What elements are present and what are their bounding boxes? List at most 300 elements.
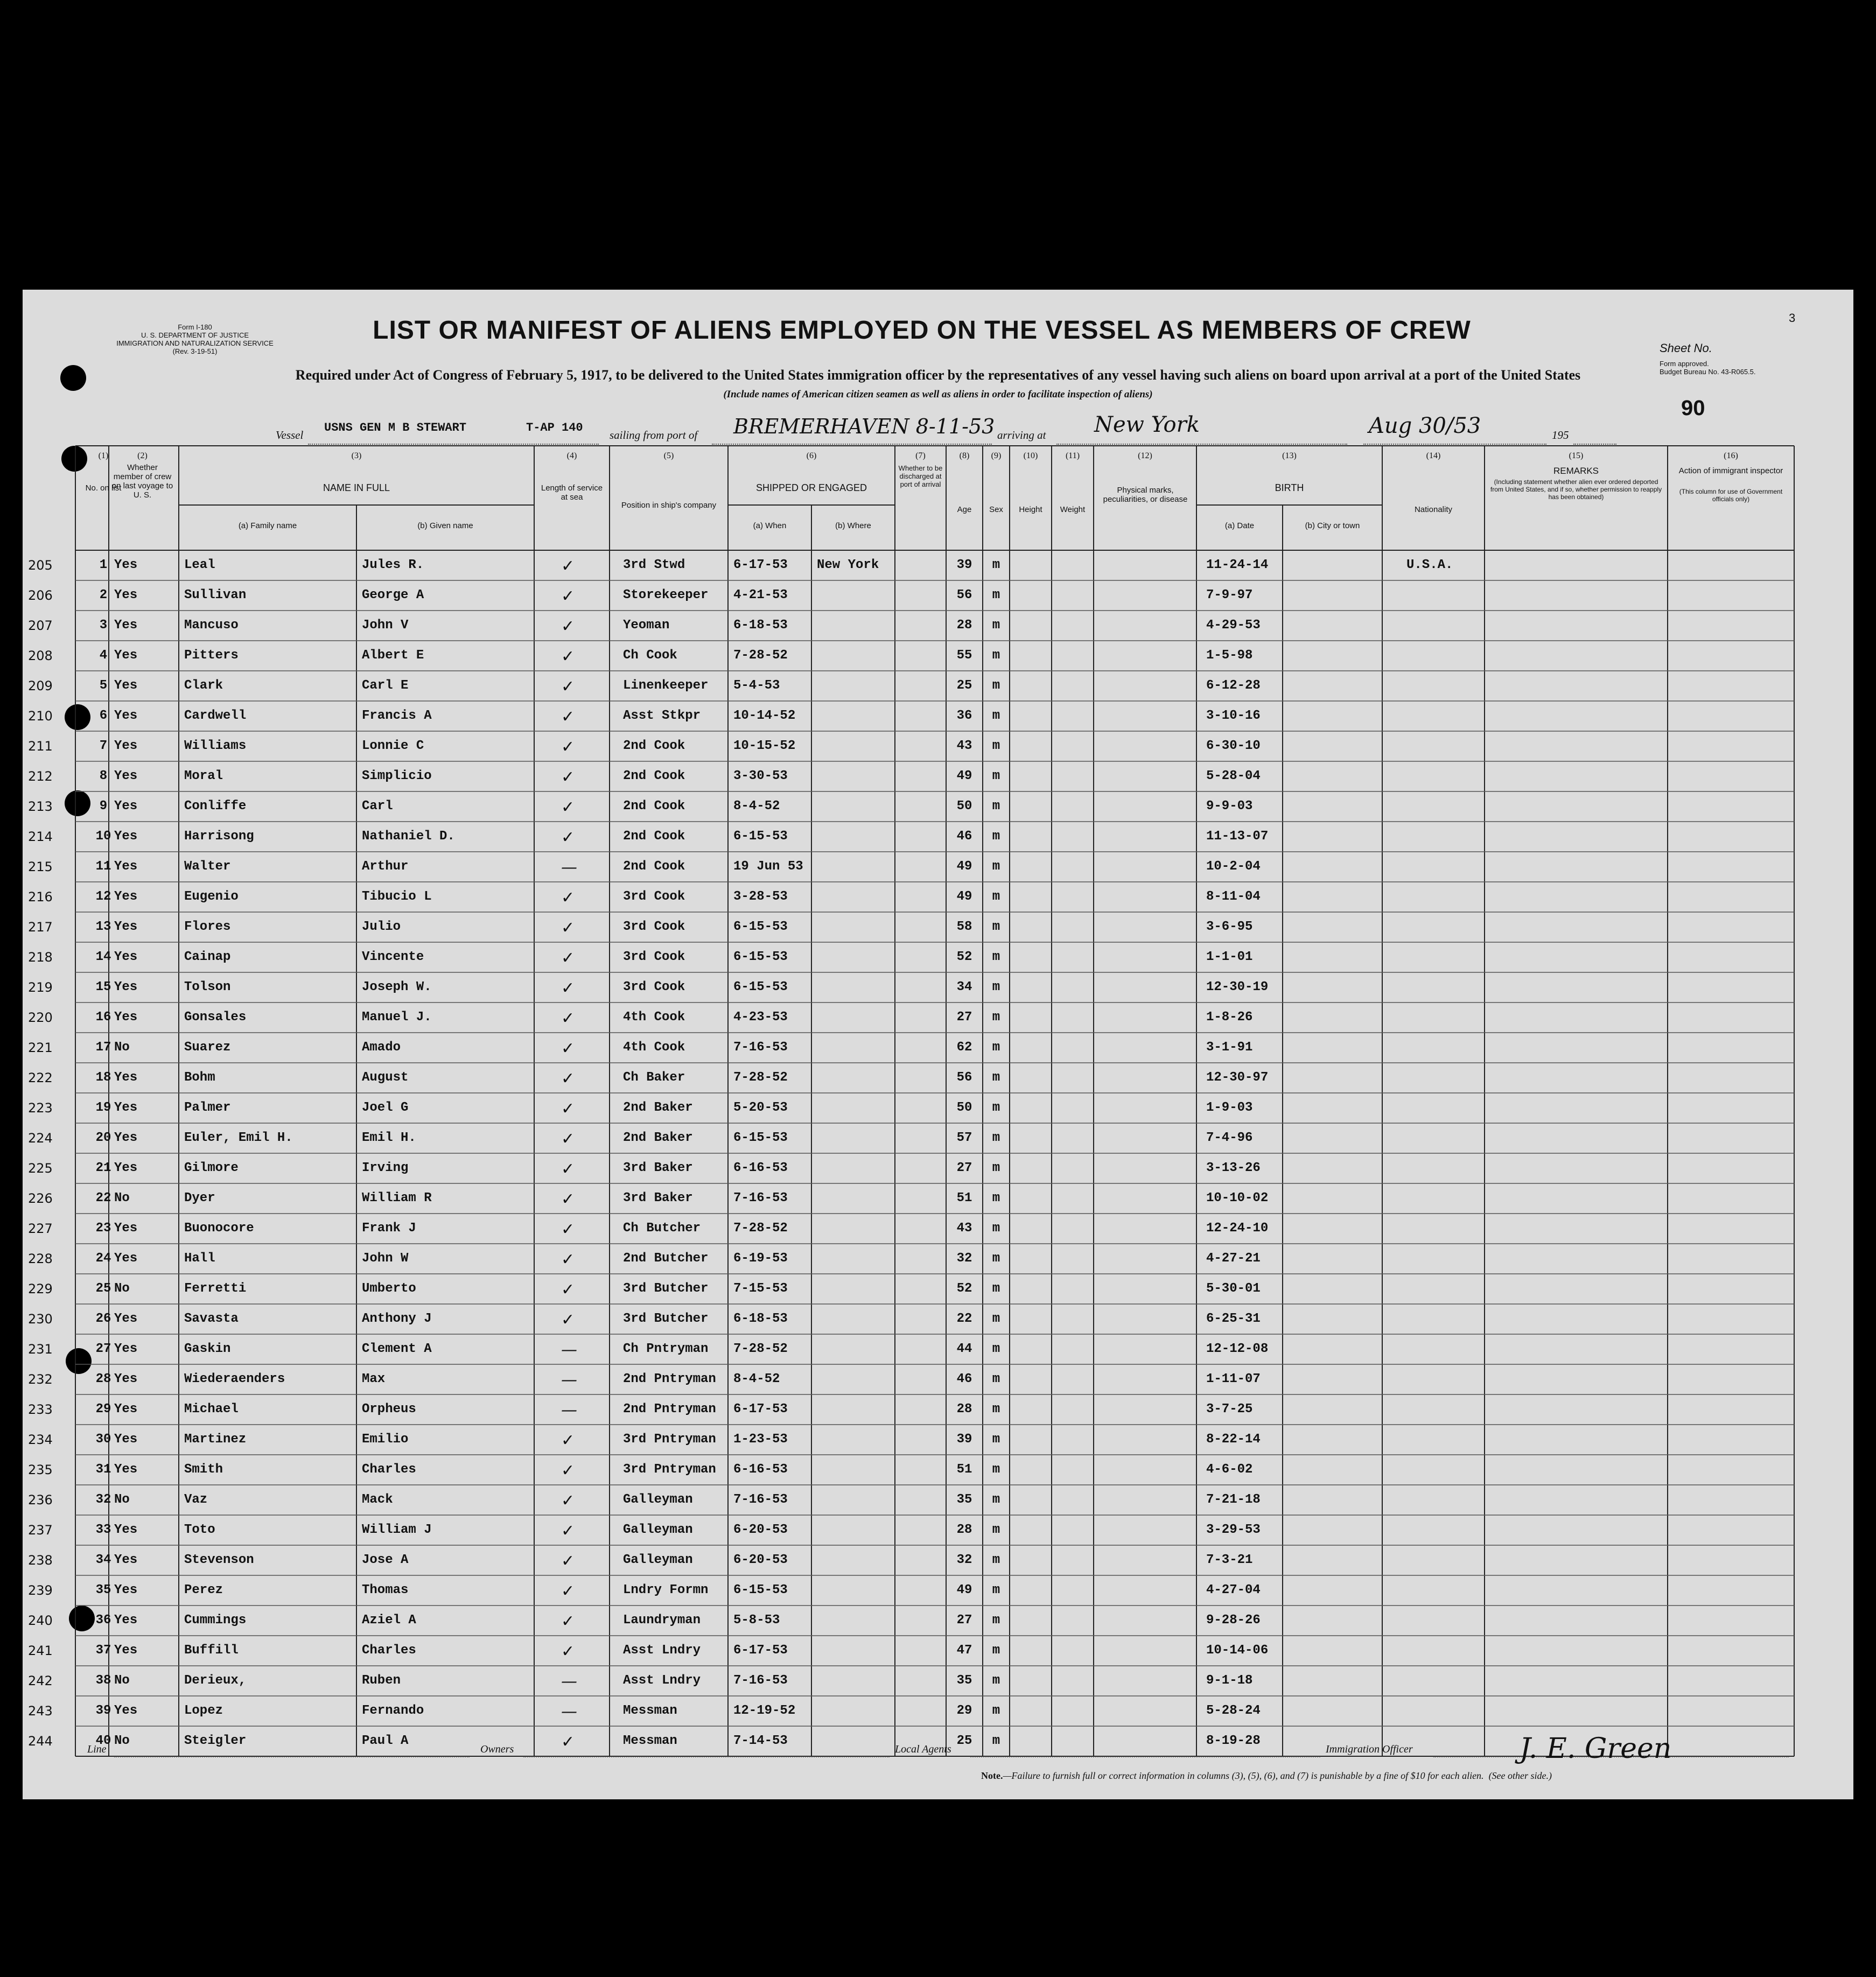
- officer-signature: J. E. Green: [1520, 1733, 1672, 1765]
- penalty-note: [981, 1770, 1552, 1782]
- outside-line-number: 218: [28, 950, 53, 965]
- col-11-number: (11): [1065, 451, 1080, 460]
- row-number: 3: [99, 618, 108, 633]
- position: 2nd Cook: [623, 829, 685, 844]
- col-7-label: Whether to be discharged at port of arrival: [898, 464, 943, 488]
- nationality: U.S.A.: [1406, 558, 1453, 572]
- col-3-number: (3): [351, 451, 362, 460]
- age: 49: [956, 859, 972, 874]
- outside-line-number: 219: [28, 980, 53, 995]
- birth-date: 4-27-21: [1206, 1251, 1261, 1266]
- outside-line-number: 229: [28, 1281, 53, 1296]
- birth-date: 8-22-14: [1206, 1432, 1261, 1447]
- family-name: Smith: [184, 1462, 223, 1477]
- service-check-mark: ✓: [561, 1130, 575, 1148]
- table-row: [23, 761, 1853, 791]
- outside-line-number: 214: [28, 829, 53, 844]
- birth-date: 7-21-18: [1206, 1492, 1261, 1507]
- sex: m: [992, 1613, 1000, 1628]
- row-number: 15: [95, 980, 111, 994]
- family-name: Clark: [184, 678, 223, 693]
- col-12-number: (12): [1138, 451, 1152, 460]
- crew-member-flag: Yes: [114, 920, 138, 934]
- crew-member-flag: Yes: [114, 950, 138, 964]
- given-name: Emilio: [362, 1432, 409, 1447]
- col-5-number: (5): [663, 451, 674, 460]
- table-row: [23, 1636, 1853, 1666]
- row-number: 35: [95, 1583, 111, 1597]
- sex: m: [992, 1070, 1000, 1085]
- age: 51: [956, 1462, 972, 1477]
- crew-member-flag: Yes: [114, 1312, 138, 1326]
- age: 49: [956, 1583, 972, 1597]
- nationality: [1406, 1183, 1485, 1214]
- service-check-mark: —: [561, 1371, 577, 1390]
- service-check-mark: ✓: [561, 768, 575, 787]
- see-other-side: (See other side.): [1488, 1770, 1552, 1781]
- age: 51: [956, 1191, 972, 1205]
- row-number: 29: [95, 1402, 111, 1417]
- engaged-where: [817, 1515, 895, 1545]
- engaged-where: [817, 912, 895, 942]
- engaged-where: [817, 1575, 895, 1606]
- position: 3rd Baker: [623, 1161, 693, 1175]
- age: 56: [956, 588, 972, 602]
- nationality: [1406, 1425, 1485, 1455]
- engaged-where: [817, 1093, 895, 1123]
- height-header: Height: [1019, 505, 1042, 514]
- row-number: 24: [95, 1251, 111, 1266]
- engaged-where: [817, 1606, 895, 1636]
- remarks-header: REMARKS: [1553, 466, 1599, 476]
- family-name-header: (a) Family name: [238, 521, 297, 530]
- sex: m: [992, 618, 1000, 633]
- nationality: [1406, 1214, 1485, 1244]
- sex: m: [992, 1010, 1000, 1025]
- when-header: (a) When: [753, 521, 787, 530]
- crew-member-flag: Yes: [114, 769, 138, 783]
- footer-immigration-officer-label: Immigration Officer: [1326, 1743, 1413, 1755]
- nationality: [1406, 972, 1485, 1002]
- crew-member-flag: Yes: [114, 739, 138, 753]
- birth-date: 3-6-95: [1206, 920, 1253, 934]
- sex: m: [992, 1191, 1000, 1205]
- table-row: [23, 882, 1853, 912]
- engaged-where: [817, 1666, 895, 1696]
- outside-line-number: 205: [28, 558, 53, 573]
- given-name: Thomas: [362, 1583, 409, 1597]
- age: 27: [956, 1161, 972, 1175]
- given-name: Amado: [362, 1040, 401, 1055]
- age: 32: [956, 1553, 972, 1567]
- service-check-mark: ✓: [561, 1220, 575, 1239]
- outside-line-number: 239: [28, 1583, 53, 1598]
- family-name: Cainap: [184, 950, 231, 964]
- sex: m: [992, 1462, 1000, 1477]
- age: 36: [956, 709, 972, 723]
- service-check-mark: ✓: [561, 919, 575, 937]
- outside-line-number: 227: [28, 1221, 53, 1236]
- age: 27: [956, 1010, 972, 1025]
- age: 50: [956, 799, 972, 814]
- family-name: Gilmore: [184, 1161, 239, 1175]
- row-number: 9: [99, 799, 108, 814]
- birth-date: 10-2-04: [1206, 859, 1261, 874]
- position: 3rd Baker: [623, 1191, 693, 1205]
- engaged-when: 7-28-52: [733, 1221, 788, 1236]
- sex: m: [992, 1583, 1000, 1597]
- table-row: [23, 1575, 1853, 1606]
- crew-member-flag: No: [114, 1040, 130, 1055]
- row-number: 12: [95, 889, 111, 904]
- position: 3rd Butcher: [623, 1281, 709, 1296]
- birth-date: 5-28-24: [1206, 1703, 1261, 1718]
- row-number: 34: [95, 1553, 111, 1567]
- engaged-where: [817, 1123, 895, 1153]
- position: Ch Baker: [623, 1070, 685, 1085]
- age: 55: [956, 648, 972, 663]
- family-name: Cardwell: [184, 709, 247, 723]
- row-number: 32: [95, 1492, 111, 1507]
- engaged-when: 7-28-52: [733, 648, 788, 663]
- engaged-where: [817, 942, 895, 972]
- birth-date: 9-9-03: [1206, 799, 1253, 814]
- sex: m: [992, 1221, 1000, 1236]
- document-title: LIST OR MANIFEST OF ALIENS EMPLOYED ON THE VESSEL AS MEMBERS OF CREW: [373, 316, 1471, 345]
- engaged-where: [817, 1636, 895, 1666]
- row-number: 28: [95, 1372, 111, 1386]
- sex: m: [992, 980, 1000, 994]
- nationality: [1406, 942, 1485, 972]
- nationality: [1406, 1274, 1485, 1304]
- service-check-mark: —: [561, 858, 577, 877]
- crew-member-flag: Yes: [114, 1131, 138, 1145]
- outside-line-number: 243: [28, 1703, 53, 1719]
- given-name: Jules R.: [362, 558, 424, 572]
- service-check-mark: ✓: [561, 1009, 575, 1028]
- birth-date: 1-11-07: [1206, 1372, 1261, 1386]
- col-8-number: (8): [959, 451, 970, 460]
- birth-date: 4-29-53: [1206, 618, 1261, 633]
- sailing-port: BREMERHAVEN 8-11-53: [733, 415, 995, 438]
- sex: m: [992, 859, 1000, 874]
- age: 25: [956, 678, 972, 693]
- position: Galleyman: [623, 1492, 693, 1507]
- birth-date: 7-3-21: [1206, 1553, 1253, 1567]
- crew-member-flag: Yes: [114, 558, 138, 572]
- col-9-number: (9): [991, 451, 1002, 460]
- birth-date: 1-9-03: [1206, 1100, 1253, 1115]
- position: 2nd Cook: [623, 739, 685, 753]
- position: Messman: [623, 1734, 677, 1748]
- form-revision: (Rev. 3-19-51): [172, 347, 218, 355]
- engaged-where: [817, 1153, 895, 1183]
- col-4-number: (4): [566, 451, 577, 460]
- crew-member-flag: Yes: [114, 1703, 138, 1718]
- age: 25: [956, 1734, 972, 1748]
- vessel-name: USNS GEN M B STEWART: [324, 421, 467, 434]
- given-name: Francis A: [362, 709, 432, 723]
- given-name: Julio: [362, 920, 401, 934]
- crew-member-flag: Yes: [114, 829, 138, 844]
- sex: m: [992, 1402, 1000, 1417]
- outside-line-number: 234: [28, 1432, 53, 1447]
- position: Linenkeeper: [623, 678, 709, 693]
- nationality: [1406, 1304, 1485, 1334]
- crew-member-flag: Yes: [114, 1583, 138, 1597]
- age: 29: [956, 1703, 972, 1718]
- sex: m: [992, 799, 1000, 814]
- crew-member-flag: Yes: [114, 618, 138, 633]
- given-name: Carl: [362, 799, 393, 814]
- crew-member-flag: Yes: [114, 1643, 138, 1658]
- service-check-mark: ✓: [561, 1160, 575, 1179]
- position: Ch Cook: [623, 648, 677, 663]
- col-10-number: (10): [1023, 451, 1038, 460]
- birth-date: 8-19-28: [1206, 1734, 1261, 1748]
- age: 43: [956, 739, 972, 753]
- engaged-where: [817, 580, 895, 611]
- sex: m: [992, 1312, 1000, 1326]
- table-row: [23, 1153, 1853, 1183]
- sex: m: [992, 1161, 1000, 1175]
- age: 57: [956, 1131, 972, 1145]
- birth-date: 3-7-25: [1206, 1402, 1253, 1417]
- age: 32: [956, 1251, 972, 1266]
- service-check-mark: ✓: [561, 1310, 575, 1329]
- engaged-where: [817, 1425, 895, 1455]
- age: 49: [956, 769, 972, 783]
- row-number: 39: [95, 1703, 111, 1718]
- row-number: 25: [95, 1281, 111, 1296]
- family-name: Mancuso: [184, 618, 239, 633]
- given-name-header: (b) Given name: [417, 521, 473, 530]
- crew-member-flag: No: [114, 1734, 130, 1748]
- family-name: Leal: [184, 558, 215, 572]
- manifest-sheet: [23, 290, 1853, 1799]
- age: 34: [956, 980, 972, 994]
- engaged-where: [817, 822, 895, 852]
- engaged-when: 6-20-53: [733, 1553, 788, 1567]
- family-name: Wiederaenders: [184, 1372, 285, 1386]
- inclusion-note: (Include names of American citizen seamen as well as aliens in order to facilitate inspection of aliens): [723, 389, 1153, 400]
- crew-member-flag: Yes: [114, 1553, 138, 1567]
- row-number: 4: [99, 648, 108, 663]
- sex: m: [992, 1100, 1000, 1115]
- engaged-when: 6-17-53: [733, 1643, 788, 1658]
- nationality: [1406, 671, 1485, 701]
- age: 35: [956, 1673, 972, 1688]
- given-name: William R: [362, 1191, 432, 1205]
- outside-line-number: 215: [28, 859, 53, 874]
- action-note: (This column for use of Government officials only): [1679, 488, 1783, 503]
- given-name: Simplicio: [362, 769, 432, 783]
- birth-date: 4-27-04: [1206, 1583, 1261, 1597]
- birth-date: 10-14-06: [1206, 1643, 1269, 1658]
- service-check-mark: ✓: [561, 1491, 575, 1510]
- table-row: [23, 1033, 1853, 1063]
- engaged-when: 6-17-53: [733, 1402, 788, 1417]
- age: 56: [956, 1070, 972, 1085]
- engaged-when: 5-20-53: [733, 1100, 788, 1115]
- table-row: [23, 1334, 1853, 1364]
- age-header: Age: [957, 505, 972, 514]
- service-check-mark: —: [561, 1341, 577, 1359]
- birth-date: 6-12-28: [1206, 678, 1261, 693]
- crew-member-flag: Yes: [114, 1462, 138, 1477]
- birth-date: 3-1-91: [1206, 1040, 1253, 1055]
- given-name: Tibucio L: [362, 889, 432, 904]
- crew-member-flag: Yes: [114, 980, 138, 994]
- family-name: Euler, Emil H.: [184, 1131, 293, 1145]
- position: 3rd Cook: [623, 920, 685, 934]
- table-row: [23, 942, 1853, 972]
- engaged-when: 7-15-53: [733, 1281, 788, 1296]
- position: Lndry Formn: [623, 1583, 709, 1597]
- engaged-when: 6-16-53: [733, 1462, 788, 1477]
- family-name: Michael: [184, 1402, 239, 1417]
- row-number: 11: [95, 859, 111, 874]
- nationality: [1406, 791, 1485, 822]
- engaged-where: [817, 761, 895, 791]
- service-check-mark: ✓: [561, 677, 575, 696]
- birth-header: BIRTH: [1275, 482, 1304, 493]
- position: 4th Cook: [623, 1040, 685, 1055]
- table-row: [23, 731, 1853, 761]
- given-name: George A: [362, 588, 424, 602]
- footer-owners-label: Owners: [480, 1743, 514, 1755]
- table-row: [23, 1123, 1853, 1153]
- given-name: Albert E: [362, 648, 424, 663]
- form-number: Form I-180: [178, 323, 212, 331]
- family-name: Dyer: [184, 1191, 215, 1205]
- col-2-number: (2): [137, 451, 148, 460]
- family-name: Perez: [184, 1583, 223, 1597]
- outside-line-number: 237: [28, 1523, 53, 1538]
- given-name: Emil H.: [362, 1131, 416, 1145]
- given-name: Orpheus: [362, 1402, 416, 1417]
- service-check-mark: ✓: [561, 1461, 575, 1480]
- crew-member-flag: Yes: [114, 1070, 138, 1085]
- given-name: Fernando: [362, 1703, 424, 1718]
- sex: m: [992, 1523, 1000, 1537]
- engaged-where: [817, 972, 895, 1002]
- sex: m: [992, 1432, 1000, 1447]
- table-row: [23, 1364, 1853, 1394]
- family-name: Suarez: [184, 1040, 231, 1055]
- row-number: 26: [95, 1312, 111, 1326]
- age: 22: [956, 1312, 972, 1326]
- nationality: [1406, 1364, 1485, 1394]
- family-name: Vaz: [184, 1492, 208, 1507]
- given-name: Carl E: [362, 678, 409, 693]
- sex: m: [992, 558, 1000, 572]
- row-number: 33: [95, 1523, 111, 1537]
- engaged-when: 6-15-53: [733, 980, 788, 994]
- crew-member-flag: Yes: [114, 1100, 138, 1115]
- family-name: Gaskin: [184, 1342, 231, 1356]
- sex: m: [992, 739, 1000, 753]
- position: 3rd Pntryman: [623, 1432, 716, 1447]
- birth-date: 1-5-98: [1206, 648, 1253, 663]
- engaged-where: [817, 1214, 895, 1244]
- sex: m: [992, 1040, 1000, 1055]
- engaged-when: 7-16-53: [733, 1673, 788, 1688]
- sex: m: [992, 1251, 1000, 1266]
- position: Ch Pntryman: [623, 1342, 709, 1356]
- vessel-hull: T-AP 140: [526, 421, 583, 434]
- family-name: Derieux,: [184, 1673, 247, 1688]
- department-name: U. S. DEPARTMENT OF JUSTICE: [141, 331, 249, 339]
- where-header: (b) Where: [835, 521, 871, 530]
- outside-line-number: 207: [28, 618, 53, 633]
- row-number: 13: [95, 920, 111, 934]
- age: 27: [956, 1613, 972, 1628]
- outside-line-number: 213: [28, 799, 53, 814]
- service-check-mark: —: [561, 1401, 577, 1420]
- family-name: Williams: [184, 739, 247, 753]
- engaged-when: 8-4-52: [733, 799, 780, 814]
- crew-member-flag: Yes: [114, 859, 138, 874]
- sex: m: [992, 678, 1000, 693]
- position: 3rd Cook: [623, 889, 685, 904]
- outside-line-number: 206: [28, 588, 53, 603]
- age: 28: [956, 618, 972, 633]
- outside-line-number: 235: [28, 1462, 53, 1477]
- year-label: 195: [1552, 429, 1569, 441]
- engaged-where: [817, 701, 895, 731]
- engaged-where: [817, 882, 895, 912]
- given-name: John W: [362, 1251, 409, 1266]
- service-check-mark: ✓: [561, 1552, 575, 1571]
- service-check-mark: ✓: [561, 1190, 575, 1209]
- sex: m: [992, 1372, 1000, 1386]
- col-16-number: (16): [1724, 451, 1738, 460]
- row-number: 14: [95, 950, 111, 964]
- row-number: 36: [95, 1613, 111, 1628]
- outside-line-number: 228: [28, 1251, 53, 1266]
- family-name: Buffill: [184, 1643, 239, 1658]
- crew-member-flag: Yes: [114, 1523, 138, 1537]
- row-number: 23: [95, 1221, 111, 1236]
- service-check-mark: ✓: [561, 1069, 575, 1088]
- col-1-number: (1): [98, 451, 109, 460]
- nationality: [1406, 641, 1485, 671]
- sex: m: [992, 889, 1000, 904]
- birth-city-header: (b) City or town: [1305, 521, 1360, 530]
- sex: m: [992, 769, 1000, 783]
- position: 2nd Cook: [623, 769, 685, 783]
- nationality: [1406, 761, 1485, 791]
- sex: m: [992, 950, 1000, 964]
- family-name: Palmer: [184, 1100, 231, 1115]
- given-name: Umberto: [362, 1281, 416, 1296]
- age: 46: [956, 1372, 972, 1386]
- given-name: Charles: [362, 1643, 416, 1658]
- footer-local-agents-label: Local Agents: [895, 1743, 951, 1755]
- crew-member-flag: Yes: [114, 1221, 138, 1236]
- family-name: Flores: [184, 920, 231, 934]
- position: Yeoman: [623, 618, 670, 633]
- outside-line-number: 221: [28, 1040, 53, 1055]
- position: Galleyman: [623, 1523, 693, 1537]
- position: 2nd Butcher: [623, 1251, 709, 1266]
- engaged-when: 1-23-53: [733, 1432, 788, 1447]
- table-row: [23, 852, 1853, 882]
- position: 3rd Stwd: [623, 558, 685, 572]
- birth-date: 12-24-10: [1206, 1221, 1269, 1236]
- punch-hole: [60, 365, 86, 391]
